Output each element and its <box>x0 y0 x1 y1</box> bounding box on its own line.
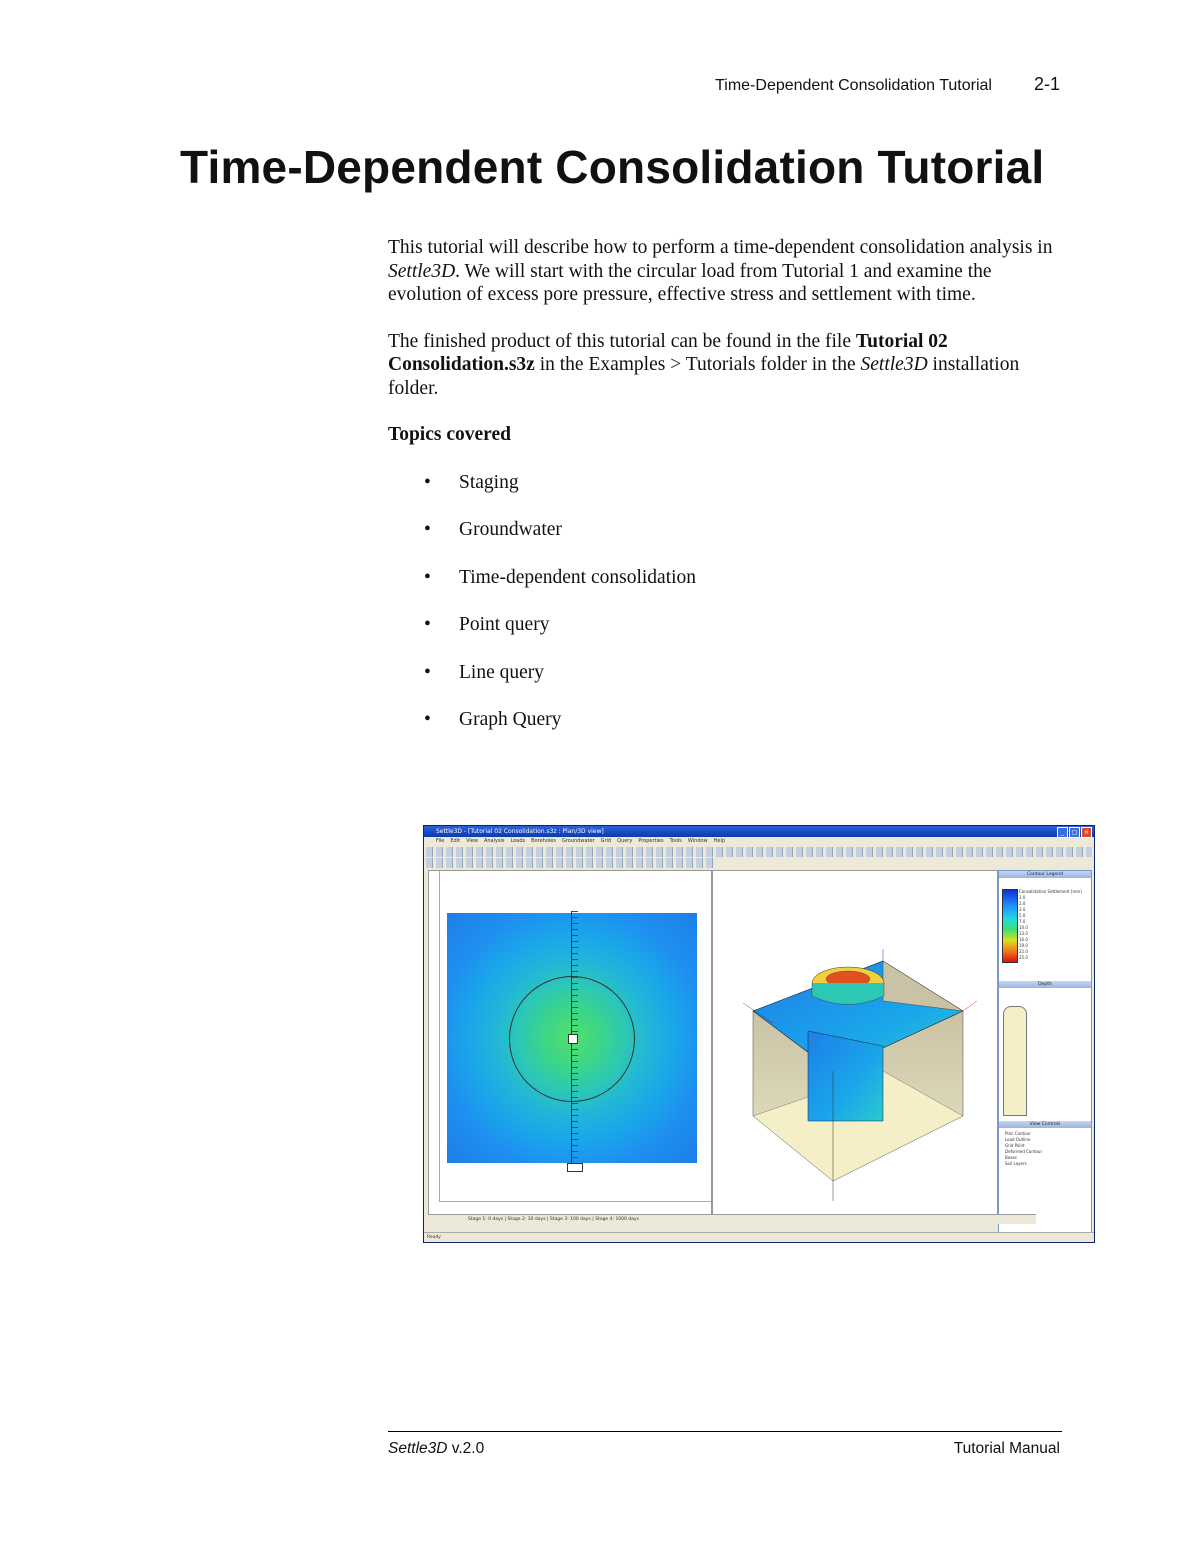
topic-label: Time-dependent consolidation <box>459 566 697 588</box>
menu-item: Properties <box>638 838 664 844</box>
settlement-contour-plan <box>447 913 697 1163</box>
footer-rule <box>388 1431 1062 1432</box>
list-item <box>388 566 1068 614</box>
stage-tabs: Stage 1: 0 days | Stage 2: 30 days | Stage 3: 100 days | Stage 4: 1000 days <box>428 1214 1036 1224</box>
menu-item: Grid <box>600 838 612 844</box>
status-bar: Ready <box>424 1232 1094 1242</box>
file-paragraph <box>388 330 1068 401</box>
file-text: The finished product of this tutorial can be found in the file <box>388 330 856 352</box>
page-title: Time-Dependent Consolidation Tutorial <box>180 141 1045 193</box>
bullet-icon: • <box>424 471 431 493</box>
contour-color-bar <box>1002 889 1018 963</box>
page-footer <box>388 1440 1060 1458</box>
minimize-icon: _ <box>1057 827 1068 838</box>
list-item <box>388 708 1068 756</box>
list-item <box>388 661 1068 709</box>
topic-label: Graph Query <box>459 709 562 730</box>
menu-item: File <box>436 838 445 844</box>
query-label <box>567 1163 583 1172</box>
menu-item: Window <box>687 838 708 844</box>
query-point <box>568 1034 578 1044</box>
intro-text: This tutorial will describe how to perform a time-dependent consolidation analysis in <box>388 237 1053 258</box>
legend-label: 16.0 <box>1019 937 1028 942</box>
topic-label: Staging <box>459 471 519 493</box>
legend-label: 13.0 <box>1019 931 1028 936</box>
view-control-item: Grid Point <box>1005 1143 1025 1148</box>
menu-item: Tools <box>669 838 682 844</box>
legend-label: 5.0 <box>1019 913 1026 918</box>
page-number: 2-1 <box>1033 74 1060 94</box>
bullet-icon: • <box>424 661 431 683</box>
view-control-item: Plan Contour <box>1005 1131 1031 1136</box>
panel-header: Contour Legend <box>999 871 1091 878</box>
product-name: Settle3D <box>388 260 456 282</box>
view-controls-list <box>1005 1131 1042 1167</box>
legend-label: 22.0 <box>1019 949 1028 954</box>
depth-slider <box>1003 1006 1027 1116</box>
horizontal-ruler <box>439 1201 711 1214</box>
legend-label: 7.0 <box>1019 919 1026 924</box>
view-control-item: Deformed Contour <box>1005 1149 1043 1154</box>
bullet-icon: • <box>424 614 431 635</box>
menu-bar <box>426 837 1094 846</box>
3d-view <box>712 870 998 1215</box>
legend-label: 3.0 <box>1019 907 1026 912</box>
view-control-item: Soil Layers <box>1005 1161 1027 1166</box>
list-item <box>388 471 1068 519</box>
menu-item: Analysis <box>483 838 505 844</box>
plan-view <box>428 870 712 1215</box>
side-panel <box>998 870 1092 1238</box>
legend-label: Consolidation Settlement [mm] <box>1019 889 1082 894</box>
view-control-item: Boxes <box>1005 1155 1017 1160</box>
file-name: Tutorial 02 Consolidation.s3z <box>388 330 948 375</box>
menu-item: Boreholes <box>531 838 556 844</box>
topic-label: Line query <box>459 661 545 683</box>
legend-labels <box>1019 889 1082 961</box>
footer-left <box>388 1440 484 1458</box>
legend-label: 10.0 <box>1019 925 1028 930</box>
menu-item: Query <box>617 838 633 844</box>
legend-label: 2.0 <box>1019 901 1026 906</box>
bullet-icon: • <box>424 709 431 730</box>
version-text: v.2.0 <box>447 1440 485 1457</box>
topic-label: Groundwater <box>459 519 562 540</box>
product-name: Settle3D <box>860 354 928 375</box>
intro-text: . We will start with the circular load from Tutorial 1 and examine the evolution of excess pore pressure, effective stress and settlement with time. <box>388 260 992 305</box>
settle3d-screenshot <box>423 825 1095 1243</box>
file-text: installation folder. <box>388 354 1020 399</box>
toolbar-row <box>426 858 714 868</box>
list-item <box>388 518 1068 566</box>
topics-list <box>388 471 1068 756</box>
legend-label: 19.0 <box>1019 943 1028 948</box>
bullet-icon: • <box>424 519 431 540</box>
panel-header: View Controls <box>999 1121 1091 1128</box>
view-control-item: Load Outline <box>1005 1137 1031 1142</box>
menu-item: Help <box>713 838 726 844</box>
maximize-icon: □ <box>1069 827 1080 838</box>
legend-label: 1.0 <box>1019 895 1026 900</box>
legend-label: 25.0 <box>1019 955 1028 960</box>
bullet-icon: • <box>424 566 431 588</box>
vertical-ruler <box>429 871 440 1202</box>
body-text <box>388 236 1068 756</box>
topic-label: Point query <box>459 614 550 635</box>
running-title: Time-Dependent Consolidation Tutorial <box>715 77 992 94</box>
running-header <box>715 74 1060 95</box>
menu-item: Loads <box>510 838 526 844</box>
file-text: in the Examples > Tutorials folder in the <box>534 354 861 375</box>
3d-model-graphic <box>713 871 997 1214</box>
intro-paragraph <box>388 236 1068 307</box>
product-name: Settle3D <box>388 1440 448 1457</box>
window-title: Settle3D - [Tutorial 02 Consolidation.s3z : Plan/3D view] <box>436 828 604 835</box>
close-icon: × <box>1081 827 1092 838</box>
menu-item: Groundwater <box>561 838 595 844</box>
panel-header: Depth <box>999 981 1091 988</box>
list-item <box>388 613 1068 661</box>
topics-heading: Topics covered <box>388 424 511 445</box>
menu-item: View <box>466 838 478 844</box>
toolbar-row <box>426 847 1092 857</box>
footer-right: Tutorial Manual <box>953 1440 1060 1457</box>
window-titlebar <box>424 826 1094 837</box>
menu-item: Edit <box>450 838 461 844</box>
